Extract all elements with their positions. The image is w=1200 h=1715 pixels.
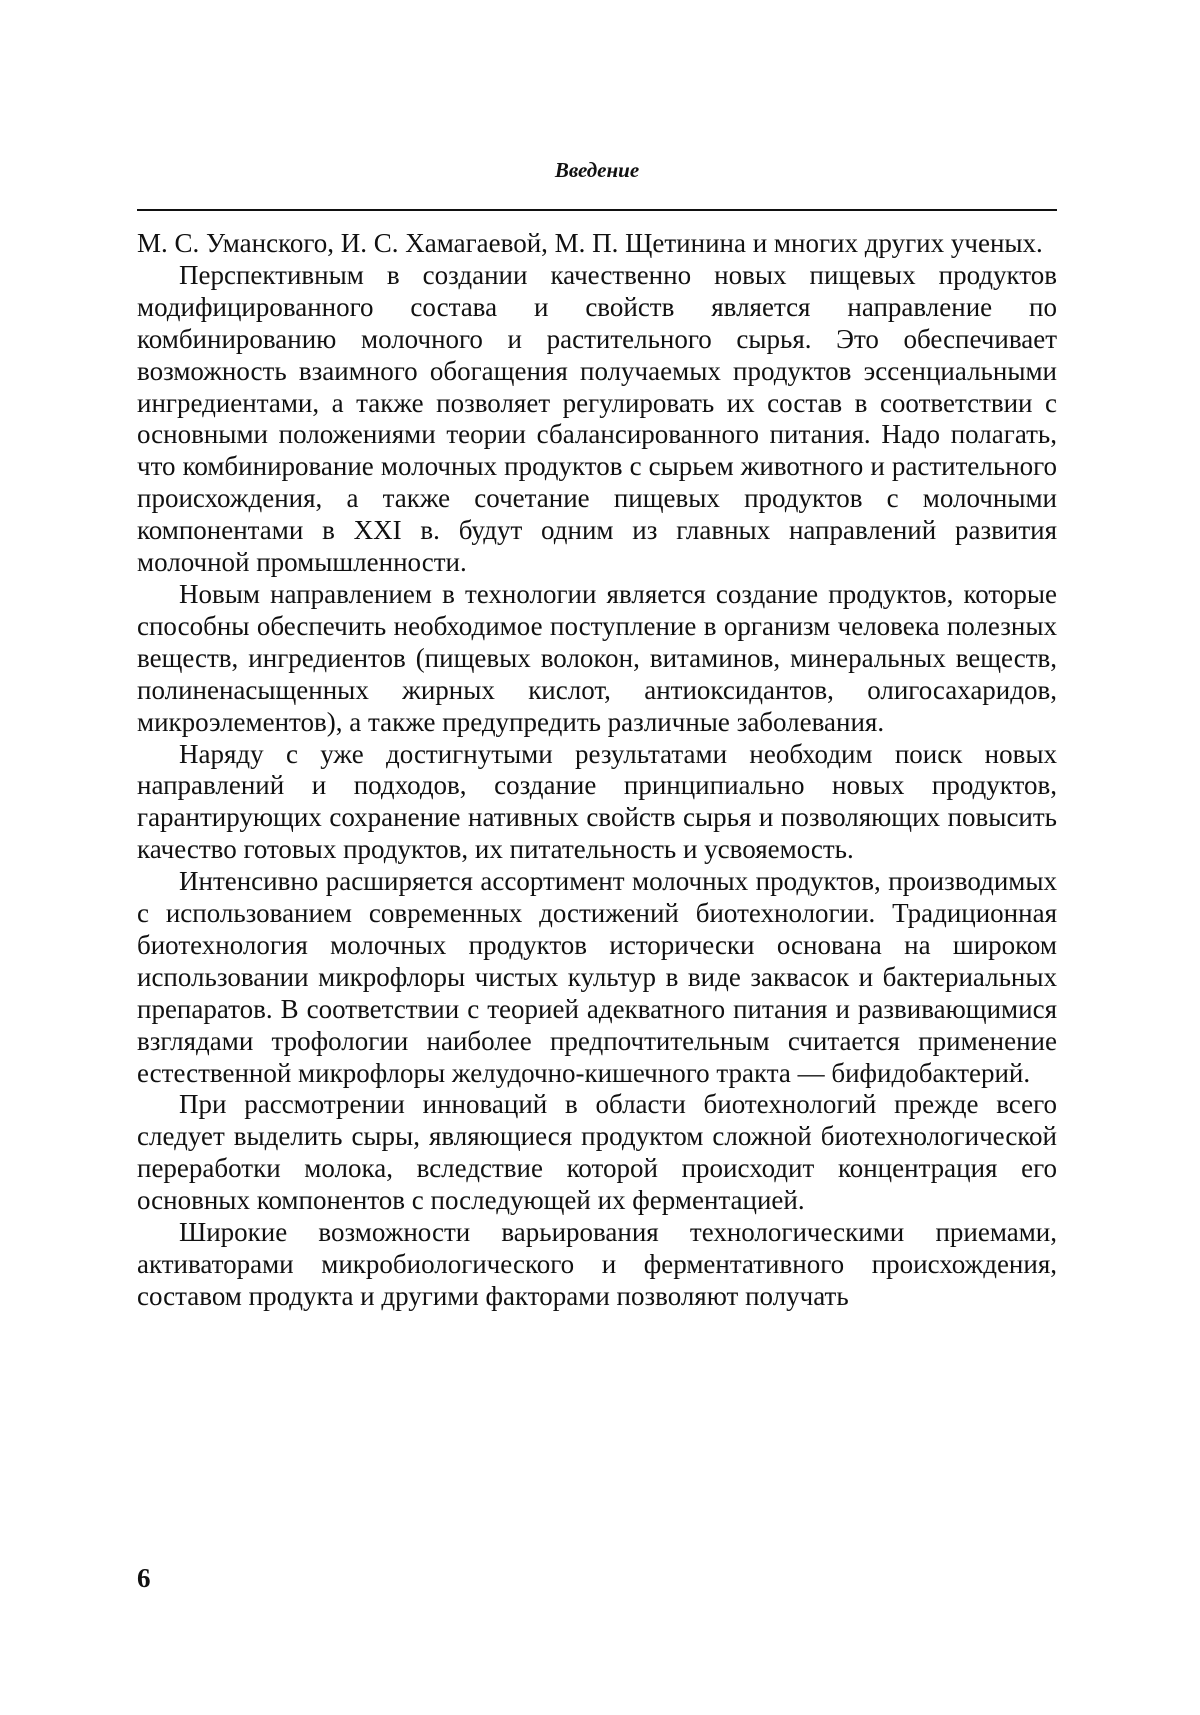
paragraph: Наряду с уже достигнутыми результатами необходим поиск новых направлений и подходов, создание принципиально новых продуктов, гарантирующих сохранение нативных свойств сырья и позволяющих повысить качество готовых продуктов, их питательность и усвояемость. — [137, 739, 1057, 867]
paragraph: Широкие возможности варьирования технологическими приемами, активаторами микробиологического и ферментативного происхождения, составом продукта и другими факторами позволяют получать — [137, 1217, 1057, 1313]
body-text — [137, 228, 1057, 1313]
running-title: Введение — [137, 158, 1057, 183]
header-rule — [137, 209, 1057, 211]
paragraph: М. С. Уманского, И. С. Хамагаевой, М. П. Щетинина и многих других ученых. — [137, 228, 1057, 260]
paragraph: При рассмотрении инноваций в области биотехнологий прежде всего следует выделить сыры, являющиеся продуктом сложной биотехнологической переработки молока, вследствие которой происходит концентрация его основных компонентов с последующей их ферментацией. — [137, 1089, 1057, 1217]
paragraph: Перспективным в создании качественно новых пищевых продуктов модифицированного состава и свойств является направление по комбинированию молочного и растительного сырья. Это обеспечивает возможность взаимного обогащения получаемых продуктов эссенциальными ингредиентами, а также позволяет регулировать их состав в соответствии с основными положениями теории сбалансированного питания. Надо полагать, что комбинирование молочных продуктов с сырьем животного и растительного происхождения, а также сочетание пищевых продуктов с молочными компонентами в XXI в. будут одним из главных направлений развития молочной промышленности. — [137, 260, 1057, 579]
paragraph: Новым направлением в технологии является создание продуктов, которые способны обеспечить необходимое поступление в организм человека полезных веществ, ингредиентов (пищевых волокон, витаминов, минеральных веществ, полиненасыщенных жирных кислот, антиоксидантов, олигосахаридов, микроэлементов), а также предупредить различные заболевания. — [137, 579, 1057, 739]
paragraph: Интенсивно расширяется ассортимент молочных продуктов, производимых с использованием современных достижений биотехнологии. Традиционная биотехнология молочных продуктов исторически основана на широком использовании микрофлоры чистых культур в виде заквасок и бактериальных препаратов. В соответствии с теорией адекватного питания и развивающимися взглядами трофологии наиболее предпочтительным считается применение естественной микрофлоры желудочно-кишечного тракта — бифидобактерий. — [137, 866, 1057, 1089]
page-number: 6 — [137, 1563, 151, 1594]
